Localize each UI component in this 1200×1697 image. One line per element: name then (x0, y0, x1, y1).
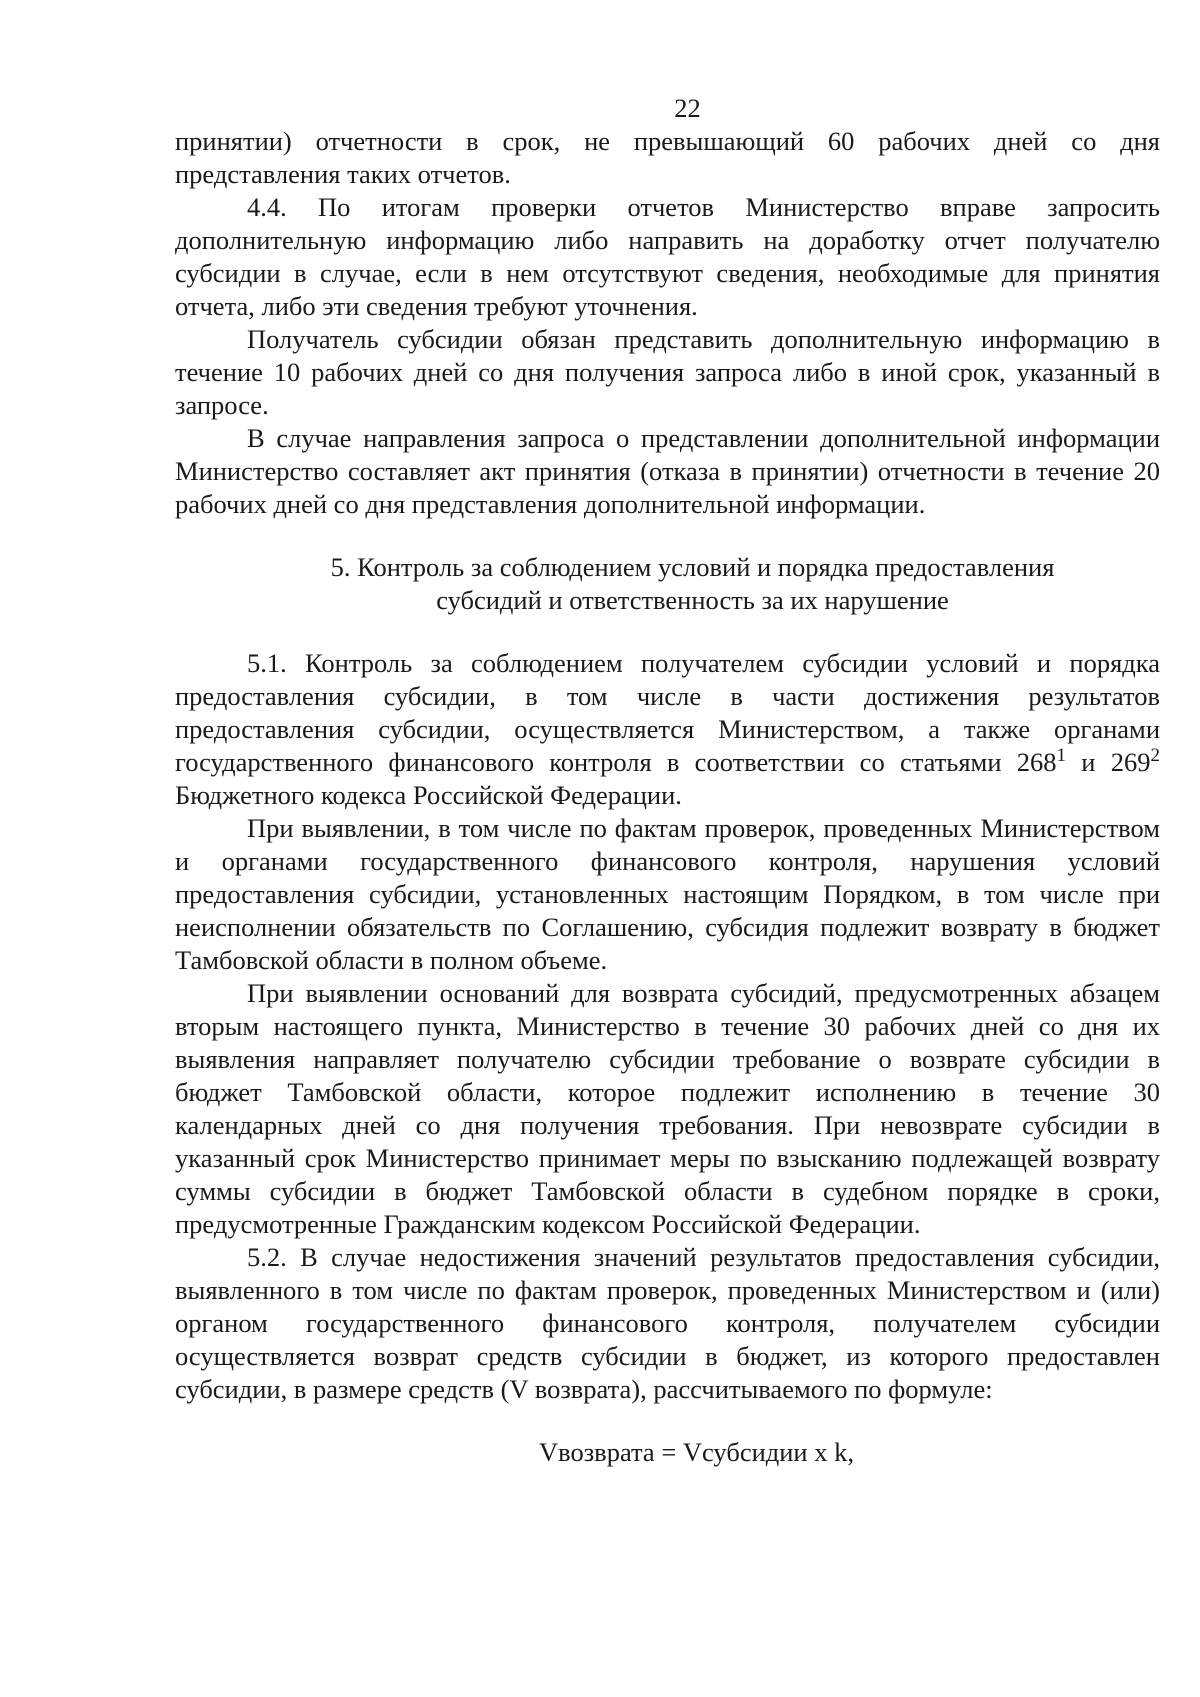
paragraph-continuation: принятии) отчетности в срок, не превышающий 60 рабочих дней со дня представления таких отчетов. (175, 126, 1160, 189)
paragraph-5-1-text-and: и 269 (1066, 747, 1151, 777)
paragraph-5-2: 5.2. В случае недостижения значений результатов предоставления субсидии, выявленного в том числе по фактам проверок, проведенных Министерством и (или) органом государственного финансового контроля, получателем субсидии осуществляется возврат средств субсидии в бюджет, из которого предоставлен субсидии, в размере средств (V возврата), рассчитываемого по формуле: (175, 1242, 1160, 1404)
page-number: 22 (674, 93, 701, 123)
return-formula: Vвозврата = Vсубсидии x k, (539, 1437, 854, 1467)
paragraph-additional-info: Получатель субсидии обязан представить дополнительную информацию в течение 10 рабочих дней со дня получения запроса либо в иной срок, указанный в запросе. (175, 324, 1160, 420)
paragraph-5-1-text: 5.1. Контроль за соблюдением получателем субсидии условий и порядка предоставления субсидии, в том числе в части достижения результатов предоставления субсидии, осуществляется Министерством, а также органами государственного финансового контроля в соответствии со статьями 268 (175, 648, 1160, 777)
paragraph-5-1 (175, 647, 1160, 812)
section-5-heading (175, 551, 1160, 617)
paragraph-5-1-text-end: Бюджетного кодекса Российской Федерации. (175, 780, 682, 810)
article-268-superscript: 1 (1056, 745, 1067, 767)
section-5-heading-line1: 5. Контроль за соблюдением условий и порядка предоставления (330, 552, 1055, 582)
paragraph-violation-return: При выявлении, в том числе по фактам проверок, проведенных Министерством и органами государственного финансового контроля, нарушения условий предоставления субсидии, установленных настоящим Порядком, в том числе при неисполнении обязательств по Соглашению, субсидия подлежит возврату в бюджет Тамбовской области в полном объеме. (175, 813, 1160, 975)
paragraph-request-act: В случае направления запроса о представлении дополнительной информации Министерство составляет акт принятия (отказа в принятии) отчетности в течение 20 рабочих дней со дня представления дополнительной информации. (175, 423, 1160, 519)
section-5-heading-line2: субсидий и ответственность за их нарушение (436, 585, 949, 615)
paragraph-return-procedure: При выявлении оснований для возврата субсидий, предусмотренных абзацем вторым настоящего пункта, Министерство в течение 30 рабочих дней со дня их выявления направляет получателю субсидии требование о возврате субсидии в бюджет Тамбовской области, которое подлежит исполнению в течение 30 календарных дней со дня получения требования. При невозврате субсидии в указанный срок Министерство принимает меры по взысканию подлежащей возврату суммы субсидии в бюджет Тамбовской области в судебном порядке в сроки, предусмотренные Гражданским кодексом Российской Федерации. (175, 978, 1160, 1239)
article-269-superscript: 2 (1150, 745, 1160, 767)
document-page (175, 92, 1160, 1469)
paragraph-4-4: 4.4. По итогам проверки отчетов Министерство вправе запросить дополнительную информацию либо направить на доработку отчет получателю субсидии в случае, если в нем отсутствуют сведения, необходимые для принятия отчета, либо эти сведения требуют уточнения. (175, 192, 1160, 321)
